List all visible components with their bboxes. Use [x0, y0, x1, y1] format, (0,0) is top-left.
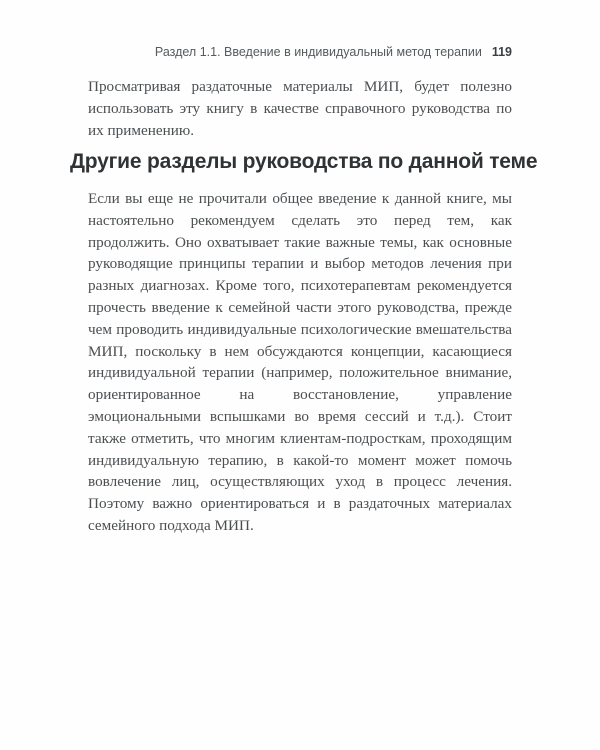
- running-title: Раздел 1.1. Введение в индивидуальный метод терапии: [154, 45, 482, 59]
- section-heading: Другие разделы руководства по данной теме: [70, 150, 538, 173]
- page-number: 119: [491, 45, 512, 59]
- running-header: [88, 45, 512, 59]
- body-paragraph: Если вы еще не прочитали общее введение к данной книге, мы настоятельно рекомендуем сделать это перед тем, как продолжить. Оно охватывает такие важные темы, как основные руководящие принципы терапии и выбор методов лечения при разных диагнозах. Кроме того, психотерапевтам рекомендуется прочесть введение к семейной части этого руководства, прежде чем проводить индивидуальные психологические вмешательства МИП, поскольку в нем обсуждаются концепции, касающиеся индивидуальной терапии (например, положительное внимание, ориентированное на восстановление, управление эмоциональными вспышками во время сессий и т.д.). Стоит также отметить, что многим клиентам-подросткам, проходящим индивидуальную терапию, в какой-то момент может помочь вовлечение лиц, осуществляющих уход в процесс лечения. Поэтому важно ориентироваться и в раздаточных материалах семейного подхода МИП.: [88, 190, 512, 534]
- intro-paragraph: Просматривая раздаточные материалы МИП, будет полезно использовать эту книгу в качестве справочного руководства по их применению.: [88, 78, 512, 139]
